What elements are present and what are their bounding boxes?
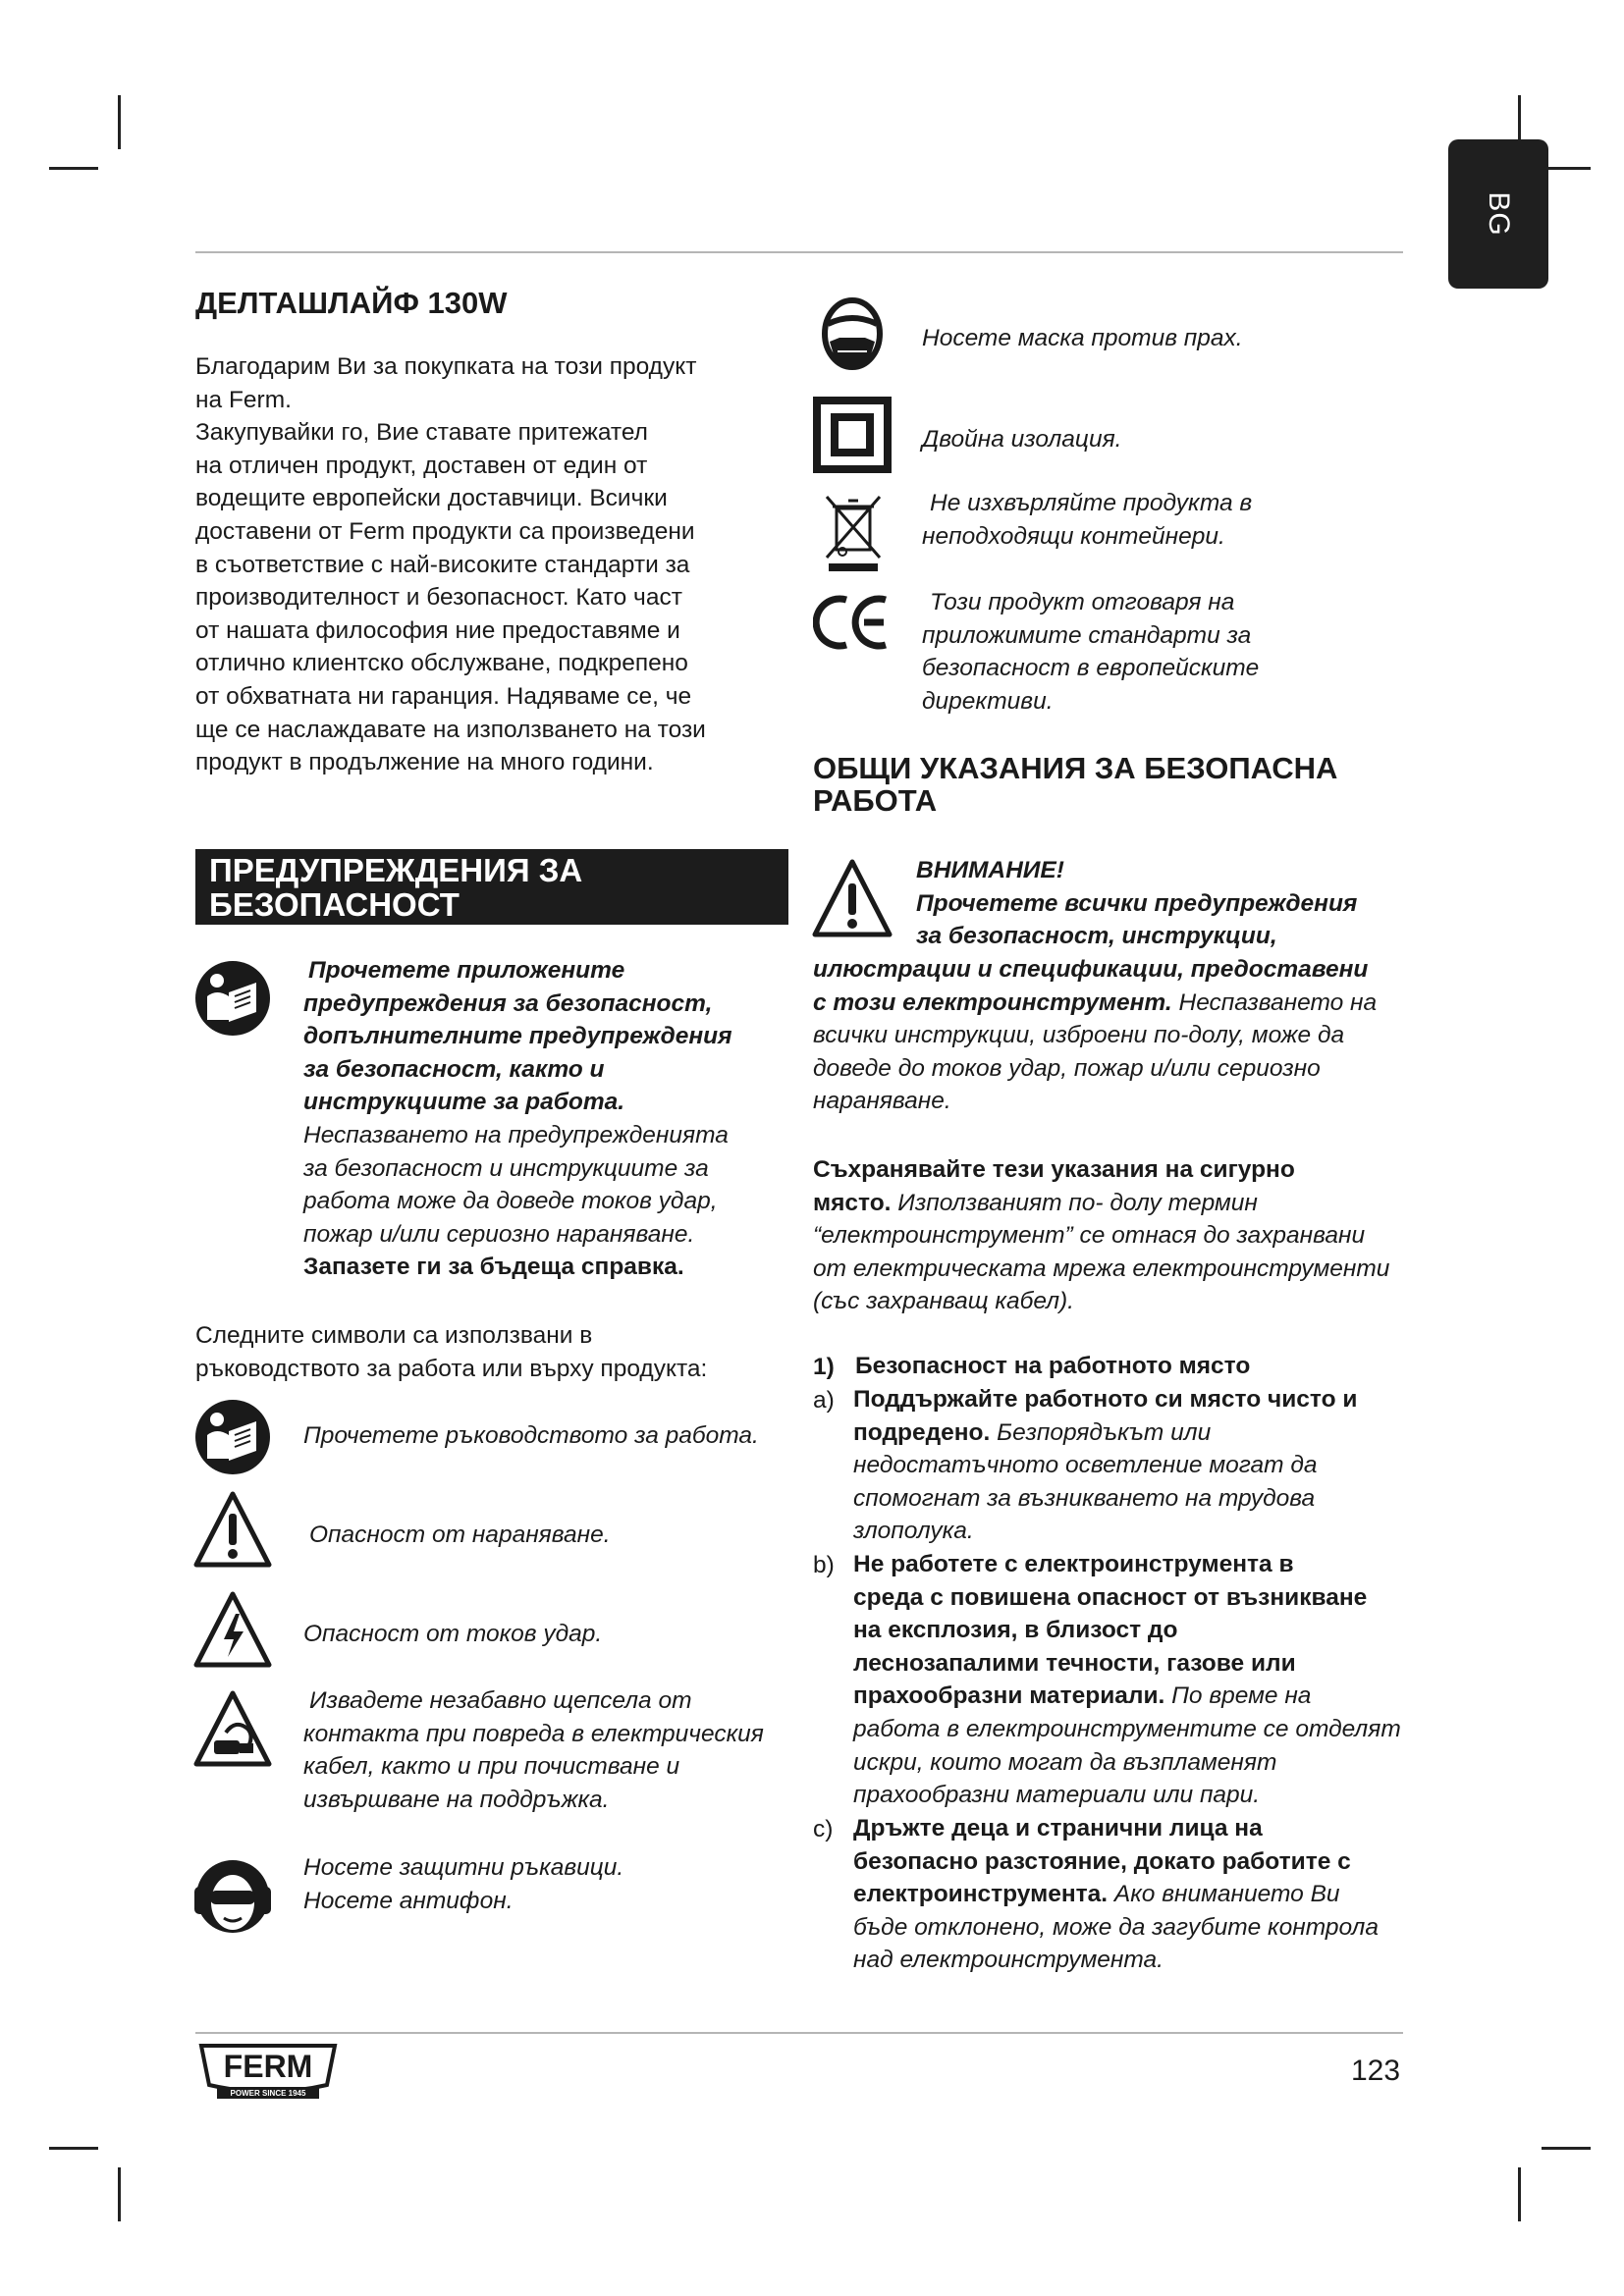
symbol-bin-text [922, 487, 1413, 553]
read-bold-line: допълнителните предупреждения [303, 1023, 732, 1050]
attention-triangle-icon [811, 858, 893, 938]
warning-triangle-icon [192, 1490, 273, 1569]
read-warnings-block [303, 954, 794, 1284]
unplug-icon [192, 1689, 273, 1768]
item-bold-line: подредено. [853, 1418, 991, 1446]
store-italic-line: “електроинструмент” се отнася до захранвани [813, 1222, 1366, 1250]
read-italic-line: Неспазването на предупрежденията [303, 1121, 729, 1148]
bin-line: неподходящи контейнери. [922, 522, 1225, 550]
item-a [853, 1383, 1433, 1548]
item-bold-line: Поддържайте работното си място чисто и [853, 1386, 1358, 1413]
crop-mark-bottom-right-h [1542, 2147, 1591, 2150]
read-italic-line: пожар и/или сериозно нараняване. [303, 1220, 695, 1248]
read-manual-icon [193, 1398, 272, 1476]
ce-line: приложимите стандарти за [922, 621, 1252, 649]
attention-bold-line: Прочетете всички предупреждения [916, 889, 1358, 917]
heading-line: РАБОТА [813, 783, 938, 818]
symbol-insulation-text: Двойна изолация. [922, 426, 1122, 453]
intro-line: в съответствие с най-високите стандарти за [195, 551, 690, 578]
crop-mark-bottom-left-v [118, 2167, 121, 2221]
symbol-read-manual-text: Прочетете ръководството за работа. [303, 1422, 759, 1449]
intro-line: доставени от Ferm продукти са произведени [195, 517, 695, 545]
item-bold-line: среда с повишена опасност от възникване [853, 1583, 1368, 1611]
symbol-ppe-text [303, 1851, 814, 1917]
attention-bold-line: илюстрации и спецификации, предоставени [813, 956, 1369, 983]
intro-line: от обхватната ни гаранция. Надяваме се, че [195, 682, 692, 710]
attention-italic-line: всички инструкции, изброени по-долу, може да [813, 1022, 1345, 1049]
ce-line: безопасност в европейските [922, 655, 1260, 682]
ferm-logo-wordmark: FERM [223, 2049, 313, 2084]
store-bold-line: Съхранявайте тези указания на сигурно [813, 1156, 1295, 1183]
intro-line: производителност и безопасност. Като част [195, 584, 682, 612]
symbol-ce-text [922, 586, 1413, 718]
store-instructions-block [813, 1153, 1432, 1318]
item-italic-line: злополука. [853, 1518, 974, 1545]
crop-mark-top-right-h [1542, 167, 1591, 170]
item-marker-a: a) [813, 1387, 835, 1414]
ce-line: директиви. [922, 687, 1054, 715]
attention-italic-line: доведе до токов удар, пожар и/или сериозно [813, 1054, 1321, 1082]
store-italic-line: от електрическата мрежа електроинструменти [813, 1255, 1390, 1282]
read-bold-line: предупреждения за безопасност, [303, 989, 713, 1017]
item-italic-line: По време на [1164, 1682, 1312, 1710]
read-manual-icon [193, 959, 272, 1038]
crop-mark-top-left-v [118, 95, 121, 149]
intro-line: на отличен продукт, доставен от един от [195, 452, 648, 479]
symbols-intro-line: ръководството за работа или върху продукта: [195, 1355, 708, 1382]
symbol-injury-text: Опасност от нараняване. [309, 1522, 611, 1548]
intro-line: на Ferm. [195, 386, 292, 413]
item-italic-line: работа в електроинструментите се отделят [853, 1715, 1401, 1742]
item-italic-line: недостатъчното осветление могат да [853, 1452, 1318, 1479]
ferm-logo [195, 2042, 341, 2105]
intro-line: продукт в продължение на много години. [195, 749, 654, 776]
attention-continued [813, 953, 1432, 1118]
heading-line: ОБЩИ УКАЗАНИЯ ЗА БЕЗОПАСНА [813, 751, 1338, 785]
page-title: ДЕЛТАШЛАЙФ 130W [195, 286, 508, 320]
symbol-mask-text: Носете маска против прах. [922, 325, 1243, 351]
item-italic-line: прахообразни материали или пари. [853, 1782, 1261, 1809]
store-bold-line: място. [813, 1189, 892, 1216]
item-bold-line: леснозапалими течности, газове или [853, 1649, 1296, 1677]
store-italic-line: (със захранващ кабел). [813, 1288, 1074, 1315]
attention-italic-line: Неспазването на [1171, 988, 1378, 1016]
intro-line: от нашата философия ние предоставяме и [195, 616, 680, 644]
ppe-line: Носете защитни ръкавици. [303, 1854, 624, 1881]
footer-rule [195, 2032, 1403, 2034]
item-italic-line: искри, които могат да възпламенят [853, 1748, 1277, 1776]
item-italic-line: Безпорядъкът или [990, 1418, 1212, 1446]
section-number: 1) [813, 1354, 835, 1380]
read-bold-line: за безопасност, както и [303, 1055, 605, 1083]
header-rule [195, 251, 1403, 253]
dust-mask-icon [818, 296, 887, 379]
attention-block [916, 854, 1427, 953]
item-marker-b: b) [813, 1552, 835, 1578]
item-bold-line: прахообразни материали. [853, 1682, 1165, 1710]
attention-italic-line: нараняване. [813, 1088, 951, 1115]
attention-bold-line: с този електроинструмент. [813, 988, 1172, 1016]
intro-line: ще се наслаждавате на използването на този [195, 716, 706, 743]
intro-line: отлично клиентско обслужване, подкрепено [195, 650, 688, 677]
store-italic-line: Използваният по- долу термин [891, 1189, 1258, 1216]
crop-mark-top-left-h [49, 167, 98, 170]
item-bold-line: на експлозия, в близост до [853, 1617, 1178, 1644]
language-tab [1448, 139, 1548, 289]
read-italic-line: работа може да доведе токов удар, [303, 1188, 718, 1215]
item-italic-line: над електроинструмента. [853, 1947, 1164, 1974]
intro-line: Закупувайки го, Вие ставате притежател [195, 419, 648, 447]
heading-line: ПРЕДУПРЕЖДЕНИЯ ЗА [209, 852, 583, 888]
item-bold-line: Дръжте деца и странични лица на [853, 1815, 1263, 1842]
symbols-intro-line: Следните символи са използвани в [195, 1322, 593, 1349]
electric-shock-icon [192, 1590, 273, 1669]
item-bold-line: безопасно разстояние, докато работите с [853, 1847, 1351, 1875]
item-bold-line: електроинструмента. [853, 1881, 1109, 1908]
intro-line: Благодарим Ви за покупката на този продукт [195, 353, 697, 380]
crop-mark-bottom-left-h [49, 2147, 98, 2150]
ppe-gloves-earmuffs-icon [192, 1855, 273, 1940]
page-number: 123 [1351, 2055, 1401, 2087]
unplug-line: извършване на поддръжка. [303, 1786, 610, 1813]
item-italic-line: бъде отклонено, може да загубите контрола [853, 1913, 1380, 1941]
item-italic-line: Ако вниманието Ви [1108, 1881, 1340, 1908]
item-b [853, 1548, 1433, 1812]
safety-warnings-heading [195, 849, 788, 925]
crossed-bin-icon [821, 489, 886, 575]
item-bold-line: Не работете с електроинструмента в [853, 1551, 1294, 1577]
ce-mark-icon [813, 592, 892, 651]
bin-line: Не изхвърляйте продукта в [930, 490, 1253, 516]
item-c [853, 1812, 1433, 1977]
general-safety-heading [813, 752, 1422, 817]
intro-line: водещите европейски доставчици. Всички [195, 485, 668, 512]
crop-mark-bottom-right-v [1518, 2167, 1521, 2221]
unplug-line: Извадете незабавно щепсела от [309, 1687, 692, 1714]
attention-label: ВНИМАНИЕ! [916, 857, 1064, 883]
item-marker-c: c) [813, 1816, 834, 1842]
ce-line: Този продукт отговаря на [930, 589, 1235, 615]
read-bold-line: Прочетете приложените [308, 957, 625, 984]
read-italic-line: за безопасност и инструкциите за [303, 1154, 709, 1182]
read-bold-line: инструкциите за работа. [303, 1089, 625, 1116]
keep-for-reference: Запазете ги за бъдеща справка. [303, 1254, 684, 1281]
symbol-unplug-text [303, 1684, 814, 1816]
intro-paragraph [195, 350, 794, 779]
section-title: Безопасност на работното място [855, 1353, 1251, 1379]
ppe-line: Носете антифон. [303, 1887, 514, 1914]
symbol-shock-text: Опасност от токов удар. [303, 1621, 603, 1647]
unplug-line: контакта при повреда в електрическия [303, 1720, 764, 1747]
language-code: BG [1483, 191, 1515, 237]
unplug-line: кабел, както и при почистване и [303, 1753, 680, 1781]
symbols-intro [195, 1319, 804, 1385]
ferm-logo-tagline: POWER SINCE 1945 [230, 2089, 306, 2098]
item-italic-line: спомогнат за възникването на трудова [853, 1484, 1316, 1512]
heading-line: БЕЗОПАСНОСТ [209, 886, 460, 923]
attention-bold-line: за безопасност, инструкции, [916, 923, 1277, 950]
double-insulation-icon [813, 397, 892, 473]
